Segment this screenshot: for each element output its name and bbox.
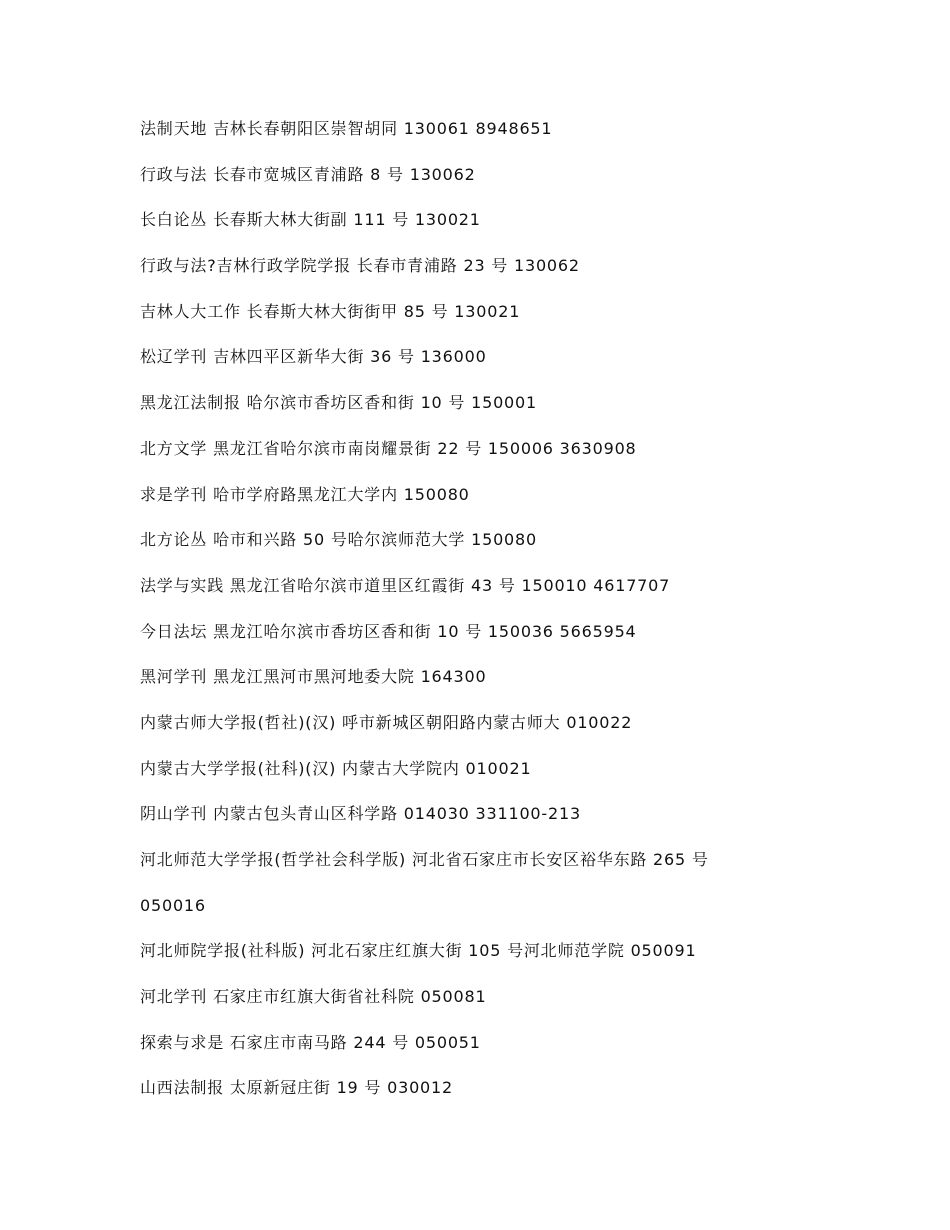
text-line: 河北师范大学学报(哲学社会科学版) 河北省石家庄市长安区裕华东路 265 号 <box>140 850 709 869</box>
text-line: 050016 <box>140 895 206 915</box>
text-line: 法学与实践 黑龙江省哈尔滨市道里区红霞街 43 号 150010 4617707 <box>140 575 671 595</box>
text-line: 北方文学 黑龙江省哈尔滨市南岗耀景街 22 号 150006 3630908 <box>140 438 637 458</box>
text-line: 行政与法 长春市宽城区青浦路 8 号 130062 <box>140 164 476 184</box>
document-body <box>140 106 780 1111</box>
text-line: 松辽学刊 吉林四平区新华大街 36 号 136000 <box>140 347 487 367</box>
text-line: 内蒙古大学学报(社科)(汉) 内蒙古大学院内 010021 <box>140 758 532 778</box>
text-line: 今日法坛 黑龙江哈尔滨市香坊区香和街 10 号 150036 5665954 <box>140 621 637 641</box>
text-line: 法制天地 吉林长春朝阳区崇智胡同 130061 8948651 <box>140 119 553 138</box>
text-line: 河北师院学报(社科版) 河北石家庄红旗大街 105 号河北师范学院 050091 <box>140 941 697 961</box>
text-line: 内蒙古师大学报(哲社)(汉) 呼市新城区朝阳路内蒙古师大 010022 <box>140 712 633 732</box>
text-line: 黑龙江法制报 哈尔滨市香坊区香和街 10 号 150001 <box>140 393 537 413</box>
text-line: 山西法制报 太原新冠庄街 19 号 030012 <box>140 1078 453 1098</box>
text-line: 长白论丛 长春斯大林大街副 111 号 130021 <box>140 210 481 230</box>
text-line: 行政与法?吉林行政学院学报 长春市青浦路 23 号 130062 <box>140 256 580 276</box>
text-line: 探索与求是 石家庄市南马路 244 号 050051 <box>140 1032 481 1052</box>
text-line: 黑河学刊 黑龙江黑河市黑河地委大院 164300 <box>140 667 487 687</box>
text-line: 河北学刊 石家庄市红旗大街省社科院 050081 <box>140 987 487 1007</box>
text-line: 阴山学刊 内蒙古包头青山区科学路 014030 331100-213 <box>140 804 581 824</box>
text-line: 求是学刊 哈市学府路黑龙江大学内 150080 <box>140 484 470 504</box>
text-line: 吉林人大工作 长春斯大林大街街甲 85 号 130021 <box>140 301 521 321</box>
text-line: 北方论丛 哈市和兴路 50 号哈尔滨师范大学 150080 <box>140 530 537 550</box>
